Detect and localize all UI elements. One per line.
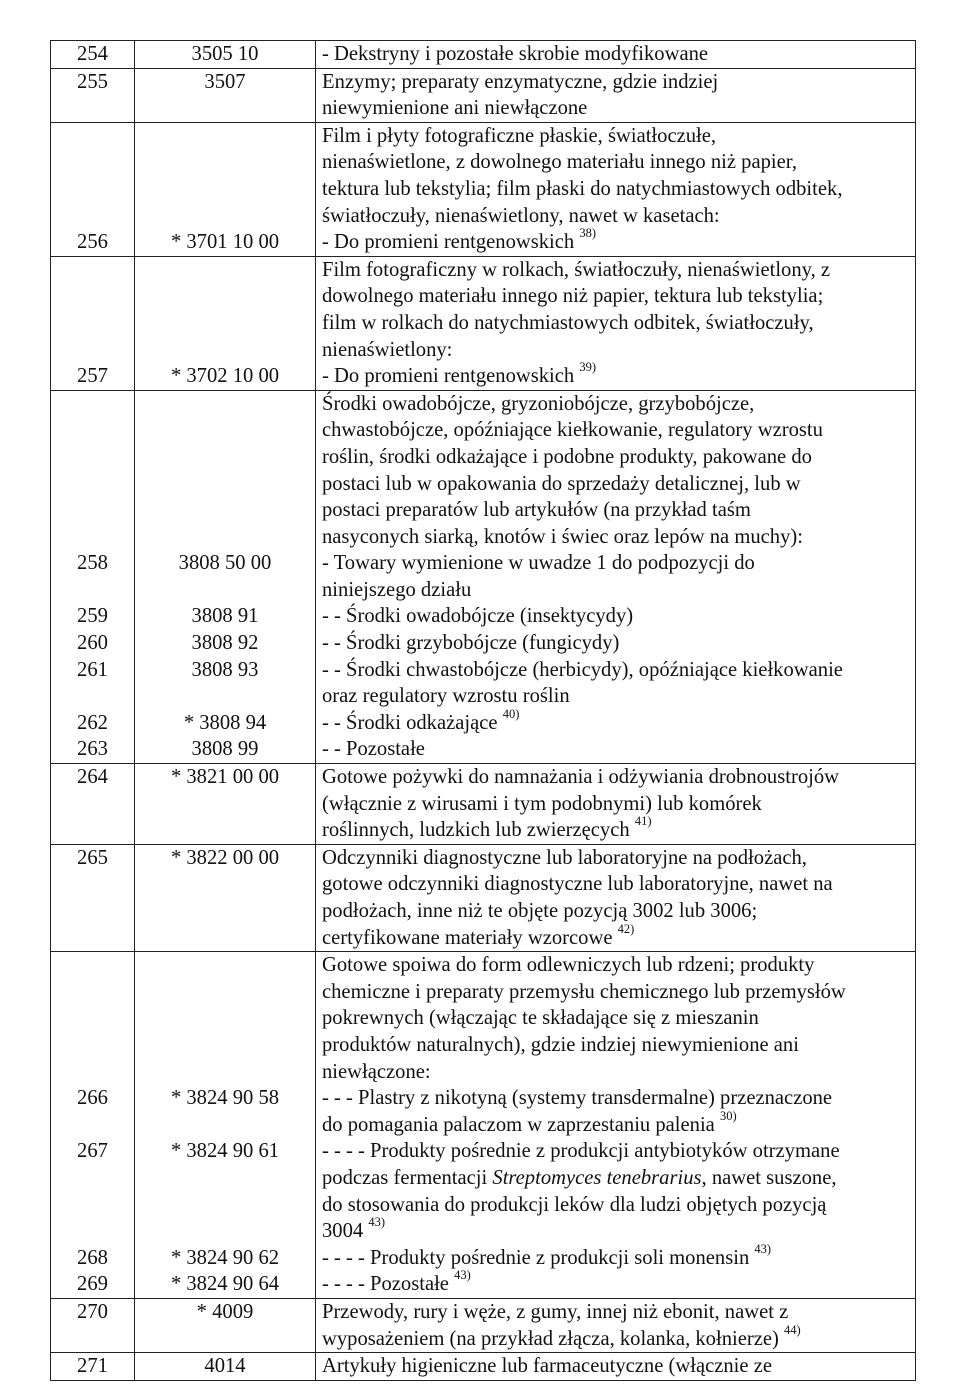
row-number: 255: [51, 68, 135, 122]
row-description: Przewody, rury i węże, z gumy, innej niż ebonit, nawet z wyposażeniem (na przykład złącza, kolanka, kołnierze) $^{44)}$: [316, 1298, 916, 1352]
row-number: 254: [51, 41, 135, 69]
row-description: Enzymy; preparaty enzymatyczne, gdzie indziej niewymienione ani niewłączone: [316, 68, 916, 122]
table-row: [51, 1353, 916, 1381]
footnote-ref: 41): [634, 814, 652, 829]
cn-code: * 3824 90 58 * 3824 90 61 * 3824 90 62 * 3824 90 64: [135, 952, 316, 1299]
row-description: Film fotograficzny w rolkach, światłoczuły, nienaświetlony, z dowolnego materiału innego niż papier, tektura lub tekstylia; film w rolkach do natychmiastowych odbitek, światłoczuły, nienaświetlony: - Do promieni rentgenowskich $^{39)}$: [316, 256, 916, 390]
table-row: [51, 764, 916, 845]
table-row-group: [51, 256, 916, 390]
cn-code: 3507: [135, 68, 316, 122]
table-row-group: [51, 952, 916, 1299]
row-number: 270: [51, 1298, 135, 1352]
footnote-ref: 40): [502, 706, 520, 721]
row-description: Gotowe spoiwa do form odlewniczych lub rdzeni; produkty chemiczne i preparaty przemysłu chemicznego lub przemysłów pokrewnych (włączając te składające się z mieszanin produktów naturalnych), gdzie indziej niewymienione ani niewłączone: - - - Plastry z nikotyną (systemy transdermalne) przeznaczone do pomagania palaczom w zaprzestaniu palenia $^{30)}$ - - - - Produkty pośrednie z produkcji antybiotyków otrzymane podczas fermentacji Streptomyces tenebrarius, nawet suszone, do stosowania do produkcji leków dla ludzi objętych pozycją 3004 $^{43)}$ - - - - Produkty pośrednie z produkcji soli monensin $^{43)}$ - - - - Pozostałe $^{43)}$: [316, 952, 916, 1299]
row-number: 271: [51, 1353, 135, 1381]
table-row: [51, 41, 916, 69]
row-number: 264: [51, 764, 135, 845]
row-description: Środki owadobójcze, gryzoniobójcze, grzybobójcze, chwastobójcze, opóźniające kiełkowanie, regulatory wzrostu roślin, środki odkażające i podobne produkty, pakowane do postaci lub w opakowania do sprzedaży detalicznej, lub w postaci preparatów lub artykułów (na przykład taśm nasyconych siarką, knotów i świec oraz lepów na muchy): - Towary wymienione w uwadze 1 do podpozycji do niniejszego działu - - Środki owadobójcze (insektycydy) - - Środki grzybobójcze (fungicydy) - - Środki chwastobójcze (herbicydy), opóźniające kiełkowanie oraz regulatory wzrostu roślin - - Środki odkażające $^{40)}$ - - Pozostałe: [316, 390, 916, 763]
cn-code: 3505 10: [135, 41, 316, 69]
row-description: Film i płyty fotograficzne płaskie, światłoczułe, nienaświetlone, z dowolnego materiału innego niż papier, tektura lub tekstylia; film płaski do natychmiastowych odbitek, światłoczuły, nienaświetlony, nawet w kasetach: - Do promieni rentgenowskich $^{38)}$: [316, 122, 916, 256]
footnote-ref: 39): [579, 360, 597, 375]
footnote-ref: 42): [617, 921, 635, 936]
row-description: - Dekstryny i pozostałe skrobie modyfikowane: [316, 41, 916, 69]
footnote-ref: 30): [719, 1108, 737, 1123]
row-description: Artykuły higieniczne lub farmaceutyczne (włącznie ze: [316, 1353, 916, 1381]
footnote-ref: 44): [784, 1322, 801, 1337]
table-row: [51, 68, 916, 122]
cn-code: * 3821 00 00: [135, 764, 316, 845]
cn-code: 3808 50 00 3808 91 3808 92 3808 93 * 3808 94 3808 99: [135, 390, 316, 763]
row-number: 266 267 268 269: [51, 952, 135, 1299]
table-row: [51, 1298, 916, 1352]
cn-code: * 3822 00 00: [135, 844, 316, 951]
table-row-group: [51, 122, 916, 256]
footnote-ref: 43): [368, 1215, 386, 1230]
footnote-ref: 43): [454, 1268, 471, 1283]
row-description: Gotowe pożywki do namnażania i odżywiania drobnoustrojów (włącznie z wirusami i tym podobnymi) lub komórek roślinnych, ludzkich lub zwierzęcych $^{41)}$: [316, 764, 916, 845]
table-row: [51, 844, 916, 951]
row-number: 265: [51, 844, 135, 951]
footnote-ref: 43): [754, 1241, 772, 1256]
cn-code: * 4009: [135, 1298, 316, 1352]
cn-code: * 3702 10 00: [135, 256, 316, 390]
footnote-ref: 38): [579, 226, 597, 241]
row-number: 257: [51, 256, 135, 390]
cn-code: * 3701 10 00: [135, 122, 316, 256]
tariff-table: [50, 40, 916, 1381]
cn-code: 4014: [135, 1353, 316, 1381]
table-row-group: [51, 390, 916, 763]
row-number: 258 259 260 261 262 263: [51, 390, 135, 763]
row-number: 256: [51, 122, 135, 256]
row-description: Odczynniki diagnostyczne lub laboratoryjne na podłożach, gotowe odczynniki diagnostyczne lub laboratoryjne, nawet na podłożach, inne niż te objęte pozycją 3002 lub 3006; certyfikowane materiały wzorcowe $^{42)}$: [316, 844, 916, 951]
